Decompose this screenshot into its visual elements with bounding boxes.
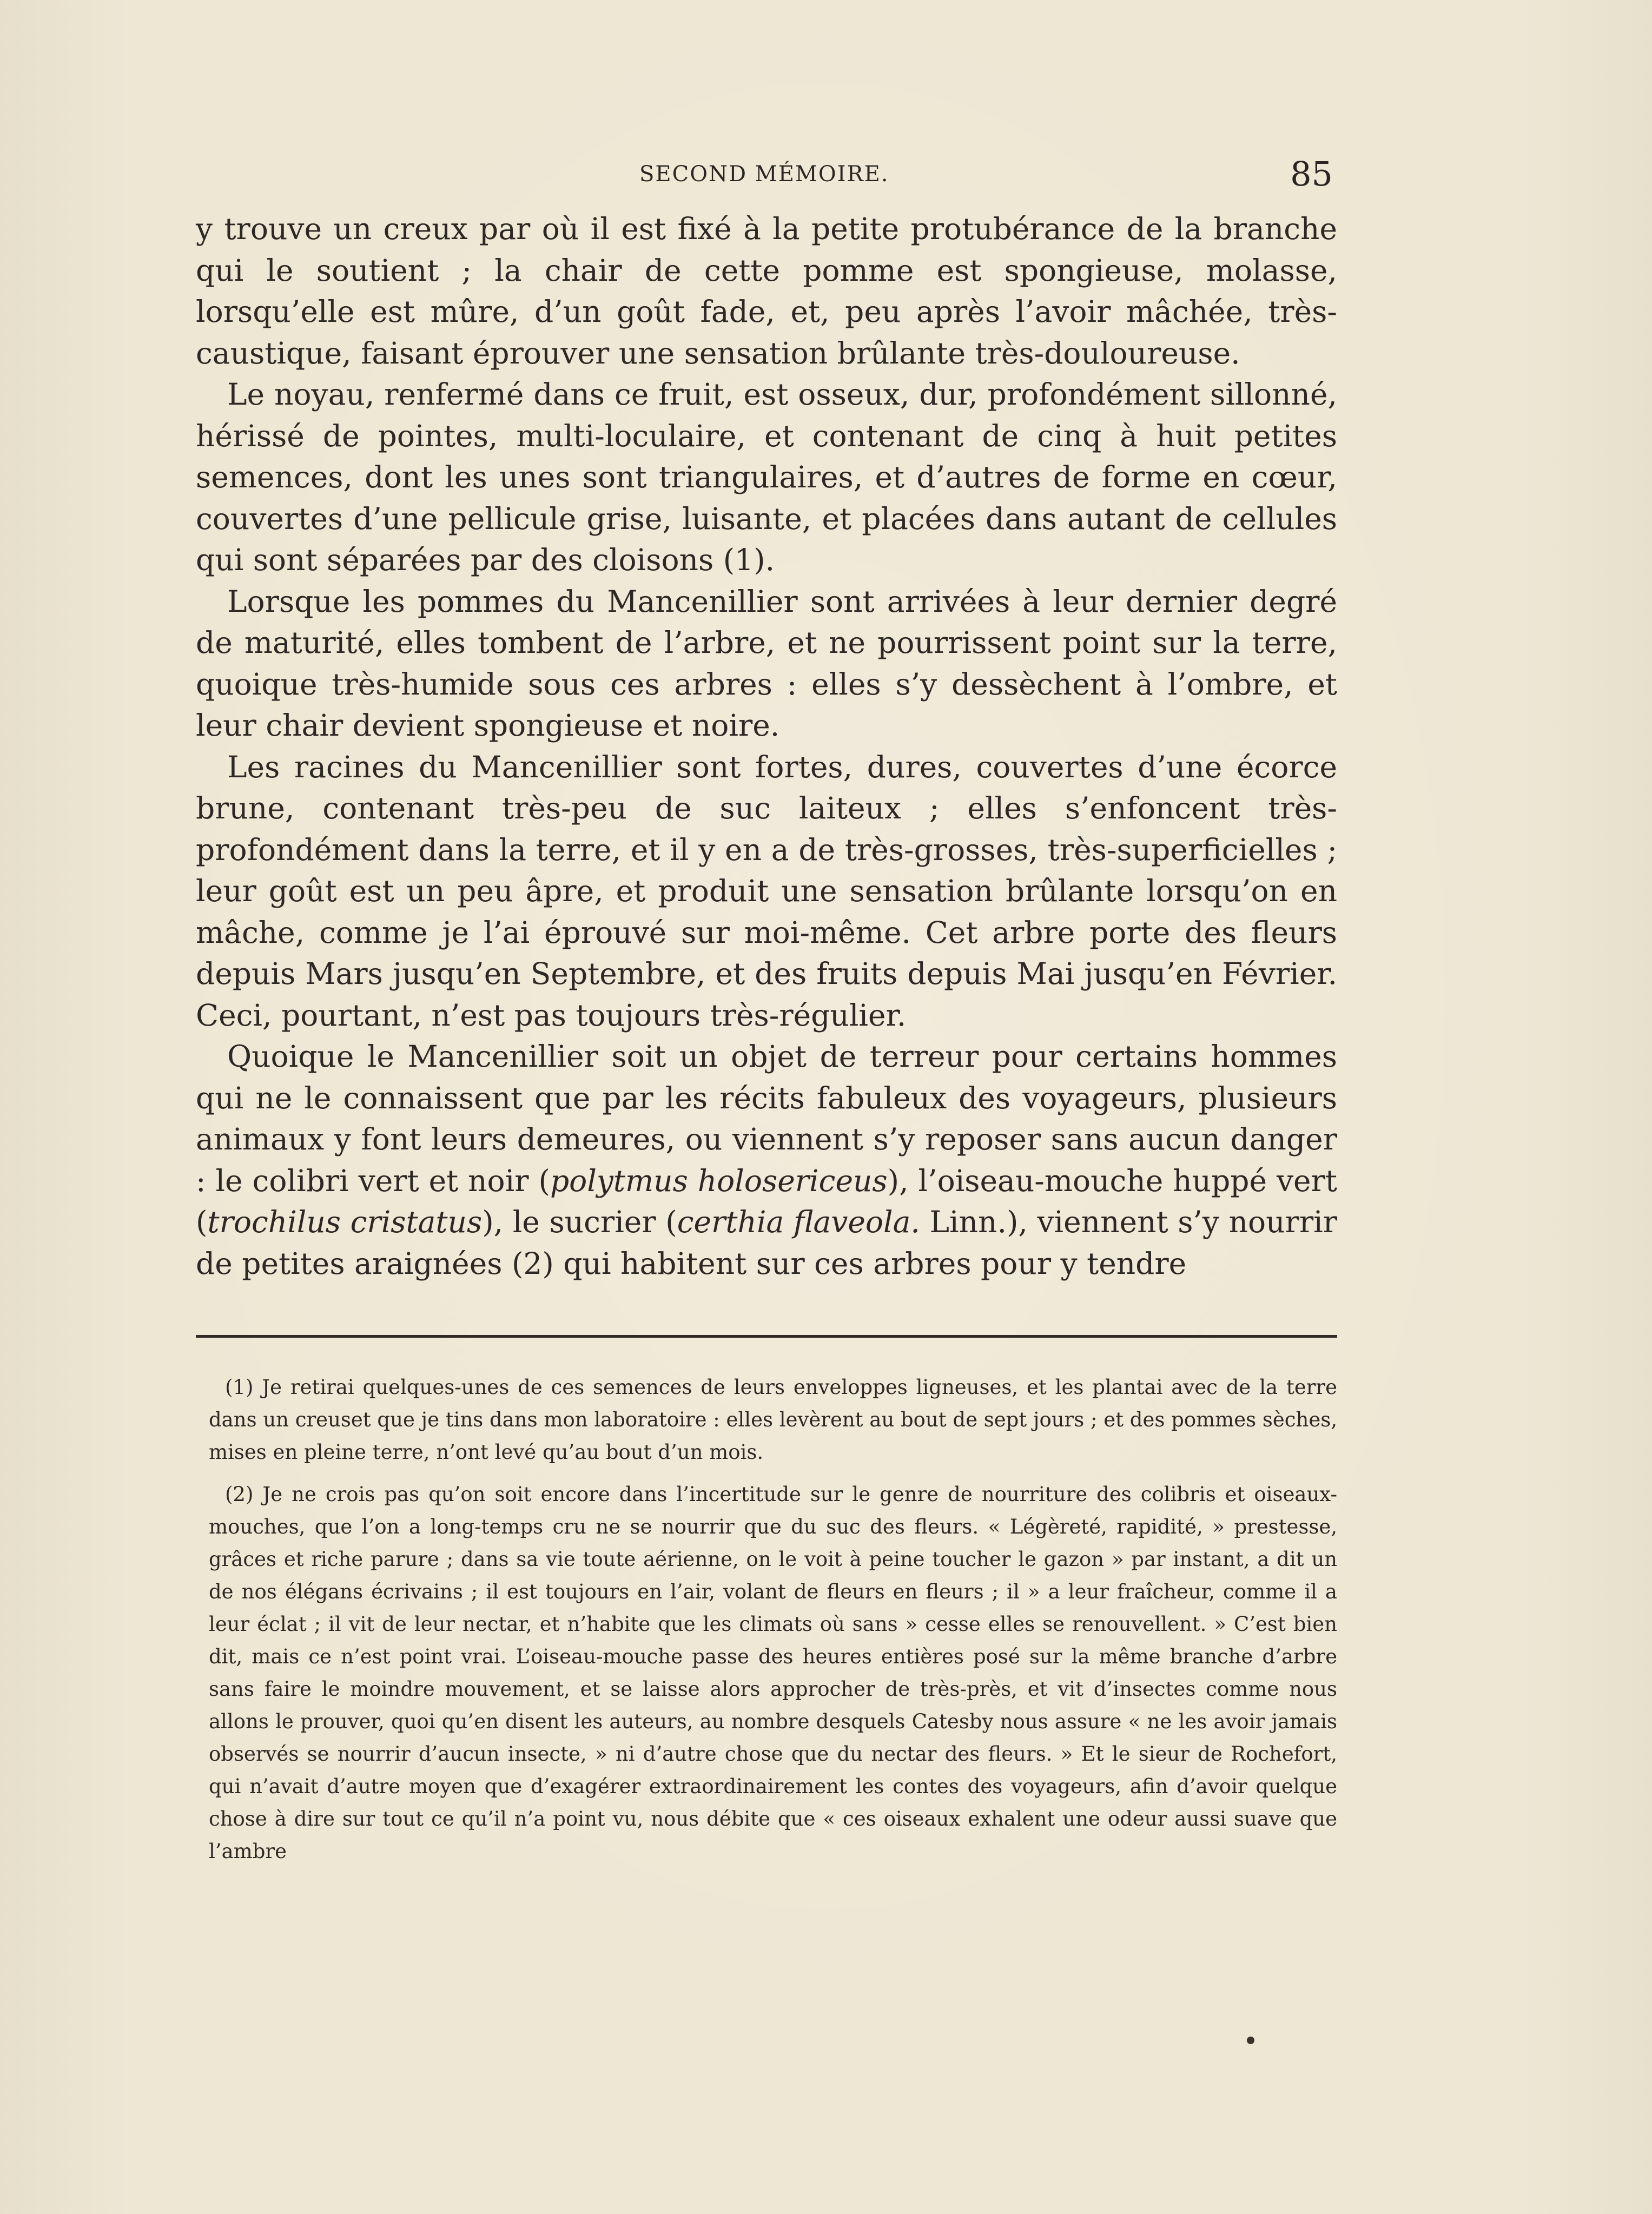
main-text: [196, 208, 1337, 1284]
paragraph-animaux: [196, 1036, 1337, 1284]
text-segment: ), l’oiseau-mouche huppé vert (: [196, 1163, 1337, 1239]
page-header: [196, 154, 1337, 214]
page-number: 85: [1290, 154, 1333, 194]
text-segment: ), le sucrier (: [482, 1205, 677, 1239]
text-segment: Quoique le Mancenillier soit un objet de terreur pour certains hommes qui ne le connaissent que par les récits fabuleux des voyageurs, plusieurs animaux y font leurs demeures, ou viennent s’y reposer sans aucun danger : le colibri vert et noir (: [196, 1039, 1337, 1198]
running-title: SECOND MÉMOIRE.: [639, 162, 889, 187]
footnote-1: (1) Je retirai quelques-unes de ces semences de leurs enveloppes ligneuses, et les plantai avec de la terre dans un creuset que je tins dans mon laboratoire : elles levèrent au bout de sept jours ; et des pommes sèches, mises en pleine terre, n’ont levé qu’au bout d’un mois.: [209, 1376, 1337, 1464]
paper-speck: [1247, 2037, 1254, 2044]
paragraph-racines: Les racines du Mancenillier sont fortes, dures, couvertes d’une écorce brune, contenant très-peu de suc laiteux ; elles s’enfoncent très-profondément dans la terre, et il y en a de très-grosses, très-superficielles ; leur goût est un peu âpre, et produit une sensation brûlante lorsqu’on en mâche, comme je l’ai éprouvé sur moi-même. Cet arbre porte des fleurs depuis Mars jusqu’en Septembre, et des fruits depuis Mai jusqu’en Février. Ceci, pourtant, n’est pas toujours très-régulier.: [196, 749, 1337, 1033]
species-name: polytmus holosericeus: [550, 1163, 888, 1198]
species-name: trochilus cristatus: [207, 1205, 483, 1239]
footnote-divider: [196, 1335, 1337, 1338]
footnotes: [209, 1371, 1337, 1878]
footnote-2: (2) Je ne crois pas qu’on soit encore dans l’incertitude sur le genre de nourriture des colibris et oiseaux-mouches, que l’on a long-temps cru ne se nourrir que du suc des fleurs. « Légèreté, rapidité, » prestesse, grâces et riche parure ; dans sa vie toute aérienne, on le voit à peine toucher le gazon » par instant, a dit un de nos élégans écrivains ; il est toujours en l’air, volant de fleurs en fleurs ; il » a leur fraîcheur, comme il a leur éclat ; il vit de leur nectar, et n’habite que les climats où sans » cesse elles se renouvellent. » C’est bien dit, mais ce n’est point vrai. L’oiseau-mouche passe des heures entières posé sur la même branche d’arbre sans faire le moindre mouvement, et se laisse alors approcher de très-près, et vit d’insectes comme nous allons le prouver, quoi qu’en disent les auteurs, au nombre desquels Catesby nous assure « ne les avoir jamais observés se nourrir d’aucun insecte, » ni d’autre chose que du nectar des fleurs. » Et le sieur de Rochefort, qui n’avait d’autre moyen que d’exagérer extraordinairement les contes des voyageurs, afin d’avoir quelque chose à dire sur tout ce qu’il n’a point vu, nous débite que « ces oiseaux exhalent une odeur aussi suave que l’ambre: [209, 1483, 1337, 1863]
species-name: certhia flaveola.: [677, 1205, 920, 1239]
paragraph-continued: y trouve un creux par où il est fixé à la petite protubérance de la branche qui le soutient ; la chair de cette pomme est spongieuse, molasse, lorsqu’elle est mûre, d’un goût fade, et, peu après l’avoir mâchée, très-caustique, faisant éprouver une sensation brûlante très-douloureuse.: [196, 212, 1337, 371]
paragraph-noyau: Le noyau, renfermé dans ce fruit, est osseux, dur, profondément sillonné, hérissé de pointes, multi-loculaire, et contenant de cinq à huit petites semences, dont les unes sont triangulaires, et d’autres de forme en cœur, couvertes d’une pellicule grise, luisante, et placées dans autant de cellules qui sont séparées par des cloisons (1).: [196, 377, 1337, 577]
text-segment: Linn.), viennent s’y nourrir de petites araignées (2) qui habitent sur ces arbres pour y tendre: [196, 1205, 1337, 1281]
paragraph-maturite: Lorsque les pommes du Mancenillier sont arrivées à leur dernier degré de maturité, elles tombent de l’arbre, et ne pourrissent point sur la terre, quoique très-humide sous ces arbres : elles s’y dessèchent à l’ombre, et leur chair devient spongieuse et noire.: [196, 584, 1337, 743]
